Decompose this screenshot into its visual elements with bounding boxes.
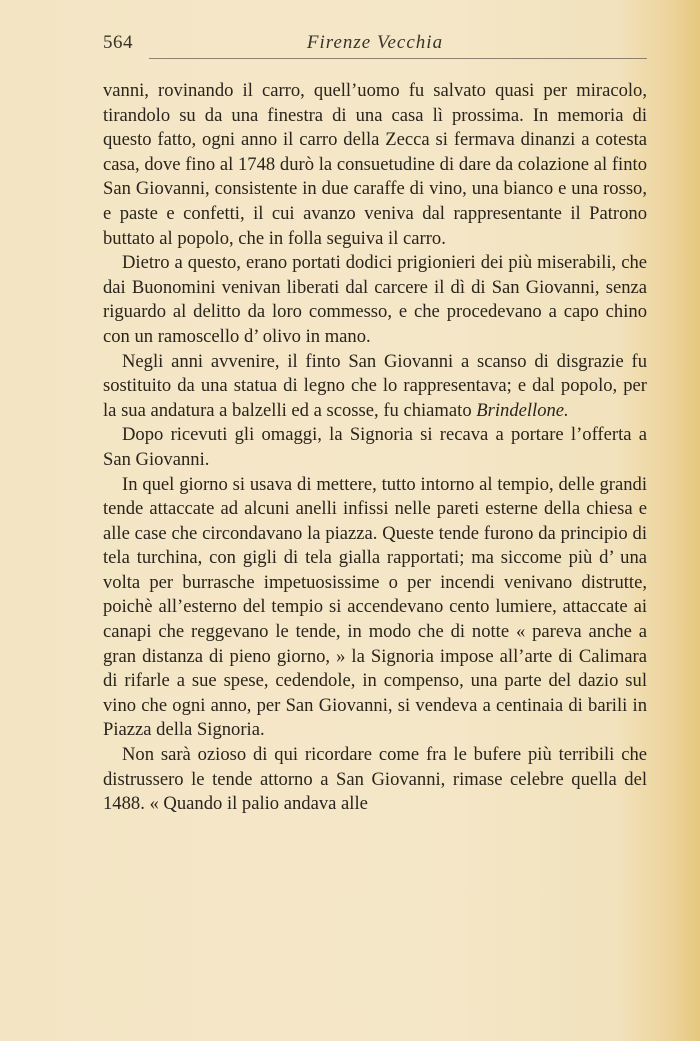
header-rule [149,58,647,59]
page-header [103,30,647,66]
paragraph-3: Negli anni avvenire, il finto San Giovanni a scanso di disgrazie fu sostituito da una statua di legno che lo rappresentava; e dal popolo, per la sua andatura a balzelli ed a scosse, fu chiamato Brindellone. [103,350,647,421]
paragraph-6: Non sarà ozioso di qui ricordare come fra le bufere più terribili che distrussero le tende attorno a San Giovanni, rimase celebre quella del 1488. « Quando il palio andava alle [103,744,647,815]
paragraph-4: Dopo ricevuti gli omaggi, la Signoria si recava a portare l’offerta a San Giovanni. [103,424,647,470]
paragraph-5: In quel giorno si usava di mettere, tutto intorno al tempio, delle grandi tende attaccate ad alcuni anelli infissi nelle pareti esterne della chiesa e alle case che circondavano la piazza. Queste tende furono da principio di tela turchina, con gigli di tela gialla rapportati; ma siccome più d’ una volta per burrasche impetuosissime o per incendi venivano distrutte, poichè all’esterno del tempio si accendevano cento lumiere, attaccate ai canapi che reggevano le tende, in modo che di notte « pareva anche a gran distanza di pieno giorno, » la Signoria impose all’arte di Calimara di rifarle a sue spese, cedendole, in compenso, una parte del dazio sul vino che ogni anno, per San Giovanni, si vendeva a centinaia di barili in Piazza della Signoria. [103,473,647,741]
running-title: Firenze Vecchia [306,32,444,53]
paragraph-1: vanni, rovinando il carro, quell’uomo fu salvato quasi per miracolo, tirandolo su da una finestra di una casa lì prossima. In memoria di questo fatto, ogni anno il carro della Zecca si fermava dinanzi a cotesta casa, dove fino al 1748 durò la consuetudine di dare da colazione al finto San Giovanni, consistente in due caraffe di vino, una bianco e una rosso, e paste e confetti, il cui avanzo veniva dal rappresentante il Patrono buttato al popolo, che in folla seguiva il carro. [103,80,647,249]
paragraph-2: Dietro a questo, erano portati dodici prigionieri dei più miserabili, che dai Buonomini venivan liberati dal carcere il dì di San Giovanni, senza riguardo al delitto da loro commesso, e che procedevano a capo chino con un ramoscello d’ olivo in mano. [103,252,647,347]
italic-name-brindellone: Brindellone. [476,399,569,421]
page-number: 564 [103,32,133,53]
body-text [103,79,647,817]
